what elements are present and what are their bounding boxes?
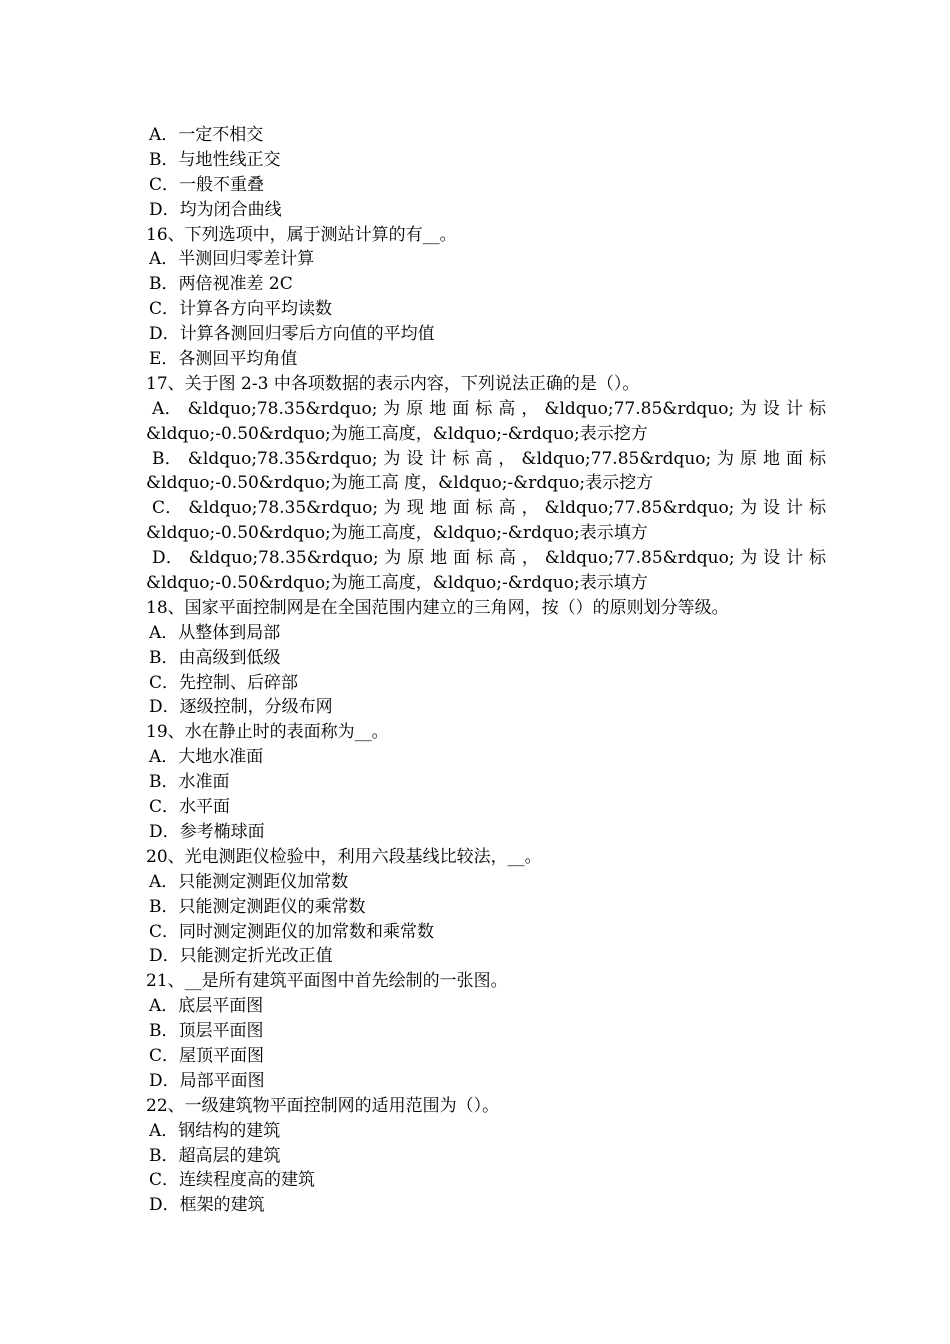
option-line: A．从整体到局部 [149, 622, 281, 643]
option-line: A．半测回归零差计算 [149, 249, 315, 270]
option-line: B．由高级到低级 [149, 647, 281, 668]
text-line: 20、光电测距仪检验中，利用六段基线比较法，__。 [146, 846, 542, 867]
option-line: E．各测回平均角值 [149, 349, 298, 370]
text-line: 22、一级建筑物平面控制网的适用范围为（）。 [146, 1095, 500, 1116]
text-line: &ldquo;-0.50&rdquo;为施工高度，&ldquo;-&rdquo;表示挖方 [146, 423, 648, 444]
option-line: D．框架的建筑 [149, 1195, 265, 1216]
text-line: &ldquo;-0.50&rdquo;为施工高 度，&ldquo;-&rdquo;表示挖方 [146, 473, 654, 494]
option-line: B．与地性线正交 [149, 149, 281, 170]
option-line: A． &ldquo;78.35&rdquo; 为 原 地 面 标 高 ， &ldquo;77.85&rdquo; 为 设 计 标 [152, 398, 826, 419]
option-line: A．一定不相交 [149, 125, 264, 145]
text-line: &ldquo;-0.50&rdquo;为施工高度，&ldquo;-&rdquo;表示填方 [146, 523, 648, 544]
option-line: B．顶层平面图 [149, 1021, 264, 1042]
text-line: 21、__是所有建筑平面图中首先绘制的一张图。 [146, 971, 508, 992]
option-line: B．超高层的建筑 [149, 1145, 281, 1166]
option-line: D．只能测定折光改正值 [149, 946, 333, 967]
option-line: C．计算各方向平均读数 [149, 299, 333, 320]
option-line: C．一般不重叠 [149, 174, 265, 195]
option-line: C．屋顶平面图 [149, 1045, 265, 1066]
option-line: B．两倍视准差 2C [149, 274, 293, 295]
option-line: C． &ldquo;78.35&rdquo; 为 现 地 面 标 高 ， &ldquo;77.85&rdquo; 为 设 计 标 [152, 498, 826, 519]
text-line: &ldquo;-0.50&rdquo;为施工高度，&ldquo;-&rdquo;表示填方 [146, 573, 648, 594]
document-body [146, 123, 826, 1218]
text-line: 16、下列选项中，属于测站计算的有__。 [146, 224, 457, 245]
text-line: 18、国家平面控制网是在全国范围内建立的三角网，按（）的原则划分等级。 [146, 597, 729, 618]
option-line: C．连续程度高的建筑 [149, 1170, 316, 1191]
option-line: A．大地水准面 [149, 747, 264, 768]
option-line: D． &ldquo;78.35&rdquo; 为 原 地 面 标 高 ， &ldquo;77.85&rdquo; 为 设 计 标 [152, 548, 826, 569]
option-line: C．同时测定测距仪的加常数和乘常数 [149, 921, 435, 942]
option-line: C．水平面 [149, 797, 231, 818]
option-line: D．参考椭球面 [149, 821, 265, 842]
option-line: D．局部平面图 [149, 1070, 265, 1091]
option-line: C．先控制、后碎部 [149, 672, 299, 693]
option-line: A．底层平面图 [149, 996, 264, 1017]
text-line: 19、水在静止时的表面称为__。 [146, 722, 389, 743]
option-line: B．只能测定测距仪的乘常数 [149, 896, 366, 917]
option-line: A．钢结构的建筑 [149, 1120, 281, 1141]
option-line: D．计算各测回归零后方向值的平均值 [149, 324, 435, 345]
option-line: B．水准面 [149, 772, 230, 793]
text-line: 17、关于图 2-3 中各项数据的表示内容，下列说法正确的是（）。 [146, 373, 640, 394]
option-line: D．逐级控制，分级布网 [149, 697, 333, 718]
option-line: A．只能测定测距仪加常数 [149, 871, 349, 892]
option-line: D．均为闭合曲线 [149, 199, 282, 220]
option-line: B． &ldquo;78.35&rdquo; 为 设 计 标 高 ， &ldquo;77.85&rdquo; 为 原 地 面 标 [152, 448, 826, 469]
